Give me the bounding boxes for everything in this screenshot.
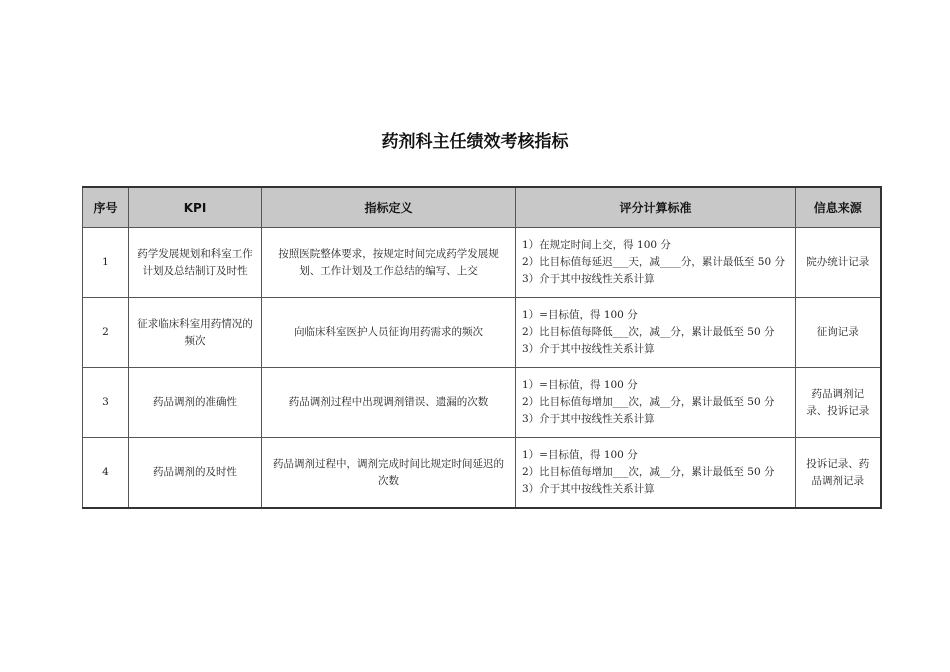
criteria-line: 1）=目标值，得 100 分: [522, 378, 638, 391]
row-no: 2: [83, 298, 129, 368]
row-no: 4: [83, 438, 129, 509]
document-title: 药剂科主任绩效考核指标: [381, 132, 569, 152]
row-kpi: 征求临床科室用药情况的频次: [129, 298, 262, 368]
row-source: 投诉记录、药品调剂记录: [796, 438, 881, 509]
criteria-line: 3）介于其中按线性关系计算: [522, 343, 655, 356]
row-definition: 药品调剂过程中出现调剂错误、遗漏的次数: [262, 368, 516, 438]
row-no: 3: [83, 368, 129, 438]
row-kpi: 药学发展规划和科室工作计划及总结制订及时性: [129, 228, 262, 298]
criteria-line: 1）=目标值，得 100 分: [522, 448, 638, 461]
header-kpi: KPI: [129, 187, 262, 228]
row-no: 1: [83, 228, 129, 298]
criteria-line: 2）比目标值每增加___次，减__分，累计最低至 50 分: [522, 465, 775, 478]
criteria-line: 2）比目标值每增加___次，减__分，累计最低至 50 分: [522, 395, 775, 408]
table-row: [83, 228, 881, 298]
row-definition: 按照医院整体要求，按规定时间完成药学发展规划、工作计划及工作总结的编写、上交: [262, 228, 516, 298]
criteria-line: 2）比目标值每延迟___天，减____分，累计最低至 50 分: [522, 255, 785, 268]
row-definition: 向临床科室医护人员征询用药需求的频次: [262, 298, 516, 368]
criteria-line: 1）=目标值，得 100 分: [522, 308, 638, 321]
criteria-line: 3）介于其中按线性关系计算: [522, 413, 655, 426]
criteria-line: 2）比目标值每降低___次，减__分，累计最低至 50 分: [522, 325, 775, 338]
row-source: 征询记录: [796, 298, 881, 368]
row-kpi: 药品调剂的及时性: [129, 438, 262, 509]
row-criteria: [516, 228, 796, 298]
row-source: 院办统计记录: [796, 228, 881, 298]
table-row: [83, 438, 881, 509]
table-row: [83, 298, 881, 368]
criteria-line: 1）在规定时间上交，得 100 分: [522, 238, 671, 251]
row-criteria: [516, 368, 796, 438]
criteria-line: 3）介于其中按线性关系计算: [522, 273, 655, 286]
kpi-table: [82, 186, 882, 509]
header-no: 序号: [83, 187, 129, 228]
table-header-row: [83, 187, 881, 228]
table-row: [83, 368, 881, 438]
row-kpi: 药品调剂的准确性: [129, 368, 262, 438]
header-definition: 指标定义: [262, 187, 516, 228]
criteria-line: 3）介于其中按线性关系计算: [522, 483, 655, 496]
row-criteria: [516, 438, 796, 509]
row-definition: 药品调剂过程中，调剂完成时间比规定时间延迟的次数: [262, 438, 516, 509]
header-criteria: 评分计算标准: [516, 187, 796, 228]
row-source: 药品调剂记录、投诉记录: [796, 368, 881, 438]
row-criteria: [516, 298, 796, 368]
header-source: 信息来源: [796, 187, 881, 228]
